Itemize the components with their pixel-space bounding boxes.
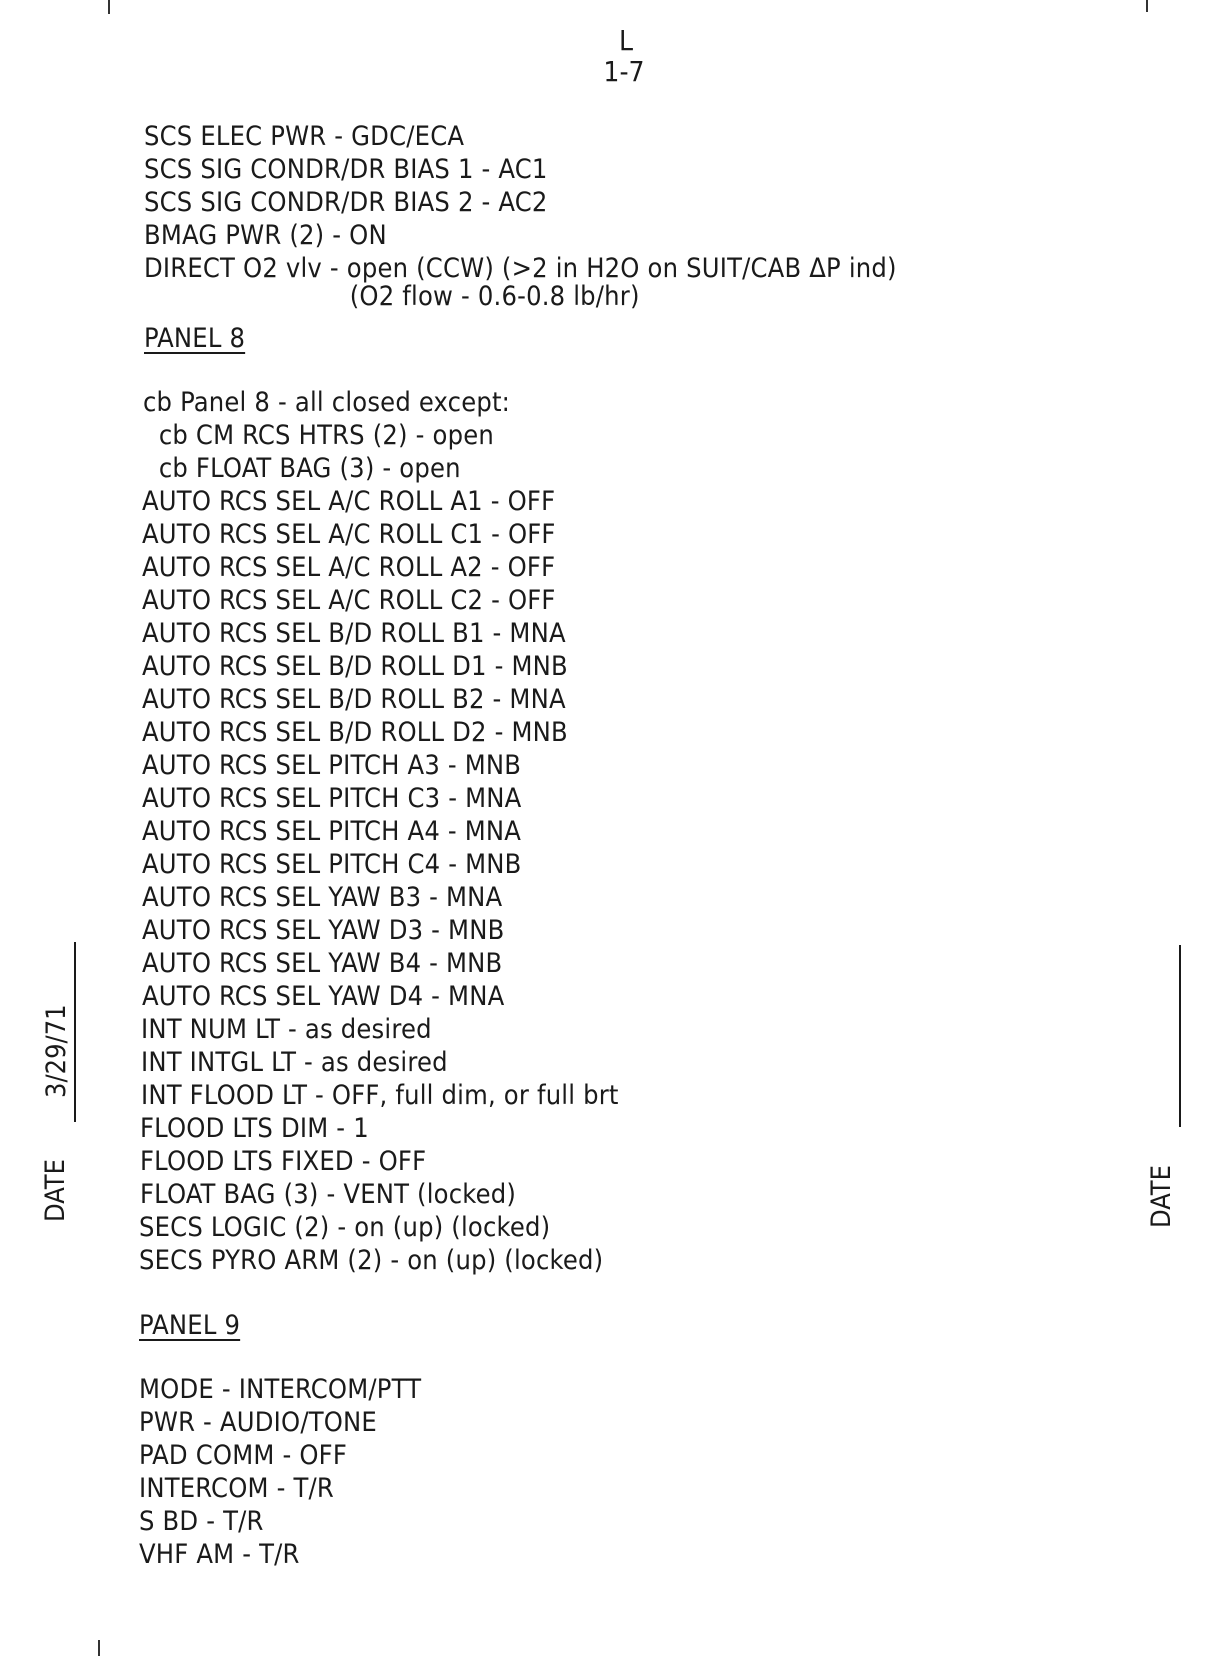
text-line: AUTO RCS SEL YAW B3 - MNA: [142, 882, 503, 913]
corner-mark-top-left: [108, 0, 110, 14]
text-line: PWR - AUDIO/TONE: [139, 1407, 377, 1438]
text-line: SECS LOGIC (2) - on (up) (locked): [139, 1212, 551, 1243]
text-line: AUTO RCS SEL B/D ROLL D2 - MNB: [142, 717, 568, 748]
text-line: FLOOD LTS FIXED - OFF: [140, 1146, 427, 1177]
right-date-label: DATE: [1146, 1165, 1177, 1228]
panel-8-heading: PANEL 8: [144, 323, 246, 354]
text-line: AUTO RCS SEL YAW B4 - MNB: [142, 948, 503, 979]
text-line: SCS SIG CONDR/DR BIAS 2 - AC2: [144, 187, 548, 218]
left-date-value: 3/29/71: [41, 1004, 72, 1098]
text-line: cb Panel 8 - all closed except:: [143, 387, 511, 418]
corner-mark-top-right: [1146, 0, 1148, 12]
text-line: SCS SIG CONDR/DR BIAS 1 - AC1: [144, 154, 548, 185]
text-line: AUTO RCS SEL PITCH A3 - MNB: [142, 750, 522, 781]
text-line: INTERCOM - T/R: [139, 1473, 334, 1504]
text-line: FLOOD LTS DIM - 1: [140, 1113, 369, 1144]
text-line: AUTO RCS SEL B/D ROLL B1 - MNA: [142, 618, 566, 649]
text-line: FLOAT BAG (3) - VENT (locked): [140, 1179, 517, 1210]
text-line: SECS PYRO ARM (2) - on (up) (locked): [139, 1245, 604, 1276]
text-line: AUTO RCS SEL YAW D3 - MNB: [142, 915, 505, 946]
text-line: PAD COMM - OFF: [139, 1440, 348, 1471]
page-section-letter: L: [618, 24, 634, 57]
text-line: AUTO RCS SEL PITCH A4 - MNA: [142, 816, 522, 847]
text-line: BMAG PWR (2) - ON: [144, 220, 387, 251]
text-line: AUTO RCS SEL PITCH C4 - MNB: [142, 849, 522, 880]
text-line: AUTO RCS SEL A/C ROLL A2 - OFF: [142, 552, 556, 583]
text-line: AUTO RCS SEL YAW D4 - MNA: [142, 981, 505, 1012]
text-line: AUTO RCS SEL A/C ROLL A1 - OFF: [142, 486, 556, 517]
text-line: AUTO RCS SEL PITCH C3 - MNA: [142, 783, 522, 814]
right-date-rule: [1179, 945, 1181, 1127]
text-line: MODE - INTERCOM/PTT: [139, 1374, 422, 1405]
text-line: INT INTGL LT - as desired: [141, 1047, 448, 1078]
text-line: VHF AM - T/R: [139, 1539, 300, 1570]
panel-9-heading: PANEL 9: [139, 1310, 241, 1341]
text-line: (O2 flow - 0.6-0.8 lb/hr): [144, 281, 640, 312]
text-line: INT NUM LT - as desired: [141, 1014, 432, 1045]
text-line: AUTO RCS SEL A/C ROLL C1 - OFF: [142, 519, 556, 550]
text-line: INT FLOOD LT - OFF, full dim, or full brt: [141, 1080, 619, 1111]
text-line: AUTO RCS SEL B/D ROLL D1 - MNB: [142, 651, 568, 682]
text-line: cb CM RCS HTRS (2) - open: [143, 420, 494, 451]
left-date-rule: [74, 942, 76, 1122]
text-line: AUTO RCS SEL A/C ROLL C2 - OFF: [142, 585, 556, 616]
page-number: 1-7: [603, 55, 645, 88]
text-line: DIRECT O2 vlv - open (CCW) (>2 in H2O on SUIT/CAB ΔP ind): [144, 253, 897, 284]
left-date-label: DATE: [40, 1159, 71, 1222]
text-line: cb FLOAT BAG (3) - open: [143, 453, 461, 484]
corner-mark-bottom-left: [98, 1640, 100, 1656]
text-line: SCS ELEC PWR - GDC/ECA: [144, 121, 465, 152]
text-line: S BD - T/R: [139, 1506, 264, 1537]
text-line: AUTO RCS SEL B/D ROLL B2 - MNA: [142, 684, 566, 715]
